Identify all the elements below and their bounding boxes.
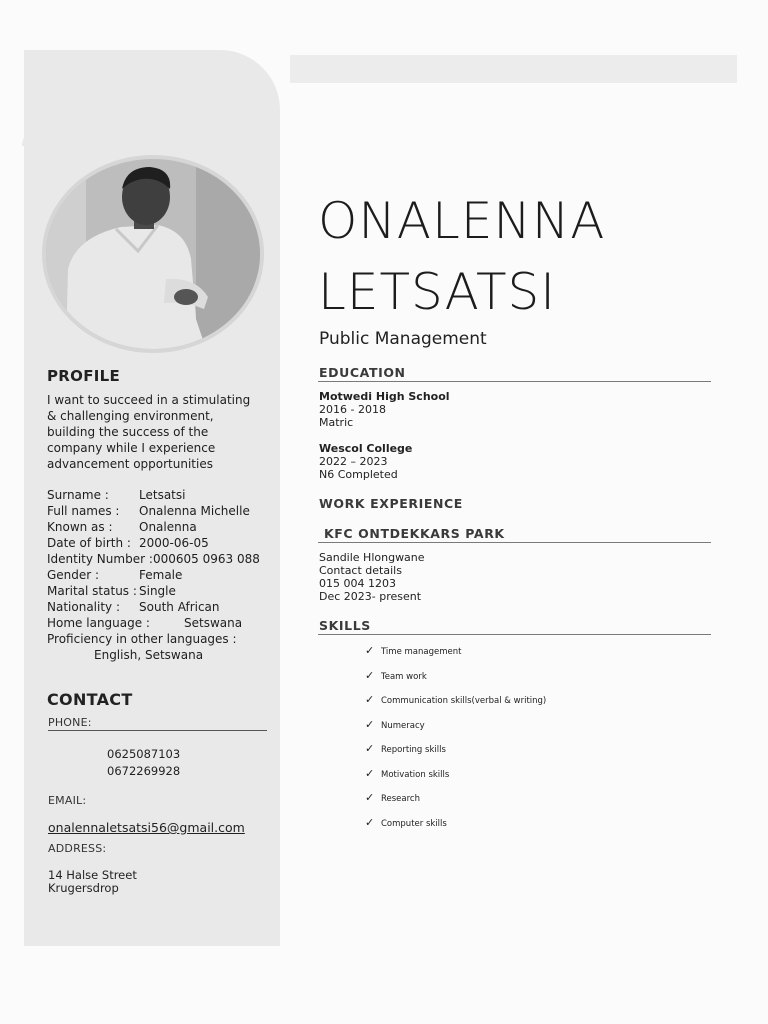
nationality-value: South African xyxy=(139,600,220,614)
name-first: ONALENNA xyxy=(318,192,606,250)
profile-heading: PROFILE xyxy=(47,367,121,385)
address-line-1: 14 Halse Street xyxy=(48,868,137,882)
check-icon: ✓ xyxy=(365,718,375,731)
work-rule xyxy=(318,542,711,543)
address-line-2: Krugersdrop xyxy=(48,881,119,895)
marital-label: Marital status : xyxy=(47,584,137,598)
job-field-subtitle: Public Management xyxy=(319,329,487,349)
dob-value: 2000-06-05 xyxy=(139,536,209,550)
fullnames-value: Onalenna Michelle xyxy=(139,504,250,518)
work-heading: WORK EXPERIENCE xyxy=(319,496,463,511)
person-photo-image xyxy=(46,159,260,349)
fullnames-label: Full names : xyxy=(47,504,120,518)
education-heading: EDUCATION xyxy=(319,365,406,380)
skill-item: ✓ Time management xyxy=(365,644,462,657)
profile-photo xyxy=(46,159,260,349)
check-icon: ✓ xyxy=(365,767,375,780)
other-languages-value: English, Setswana xyxy=(94,648,204,662)
education-rule xyxy=(318,381,711,382)
work-line-3: 015 004 1203 xyxy=(319,577,396,590)
work-employer: KFC ONTDEKKARS PARK xyxy=(324,526,505,541)
phone-number-1: 0625087103 xyxy=(107,747,181,761)
education-years-1: 2016 - 2018 xyxy=(319,403,386,416)
skill-item: ✓ Communication skills(verbal & writing) xyxy=(365,693,547,706)
skill-item: ✓ Computer skills xyxy=(365,816,447,829)
education-result-2: N6 Completed xyxy=(319,468,398,481)
skill-item: ✓ Team work xyxy=(365,669,427,682)
email-label: EMAIL: xyxy=(48,794,87,807)
skill-item: ✓ Numeracy xyxy=(365,718,425,731)
work-line-4: Dec 2023- present xyxy=(319,590,422,603)
check-icon: ✓ xyxy=(365,791,375,804)
skill-item: ✓ Reporting skills xyxy=(365,742,446,755)
id-number-value: 000605 0963 088 xyxy=(153,552,260,566)
gender-value: Female xyxy=(139,568,183,582)
surname-label: Surname : xyxy=(47,488,109,502)
work-line-1: Sandile Hlongwane xyxy=(319,551,425,564)
address-label: ADDRESS: xyxy=(48,842,107,855)
phone-label: PHONE: xyxy=(48,716,92,729)
marital-value: Single xyxy=(139,584,176,598)
contact-heading: CONTACT xyxy=(47,690,133,709)
check-icon: ✓ xyxy=(365,644,375,657)
work-line-2: Contact details xyxy=(319,564,402,577)
skill-item: ✓ Research xyxy=(365,791,420,804)
dob-label: Date of birth : xyxy=(47,536,131,550)
check-icon: ✓ xyxy=(365,816,375,829)
other-languages-label: Proficiency in other languages : xyxy=(47,632,237,646)
phone-number-2: 0672269928 xyxy=(107,764,181,778)
check-icon: ✓ xyxy=(365,742,375,755)
home-language-value: Setswana xyxy=(184,616,243,630)
knownas-label: Known as : xyxy=(47,520,113,534)
header-band xyxy=(290,55,737,83)
check-icon: ✓ xyxy=(365,693,375,706)
contact-divider xyxy=(48,730,267,731)
skill-item: ✓ Motivation skills xyxy=(365,767,450,780)
skills-rule xyxy=(318,634,711,635)
knownas-value: Onalenna xyxy=(139,520,197,534)
check-icon: ✓ xyxy=(365,669,375,682)
id-number-label: Identity Number : xyxy=(47,552,153,566)
email-link[interactable]: onalennaletsatsi56@gmail.com xyxy=(48,820,245,835)
surname-value: Letsatsi xyxy=(139,488,186,502)
skills-heading: SKILLS xyxy=(319,618,371,633)
home-language-label: Home language : xyxy=(47,616,150,630)
name-last: LETSATSI xyxy=(318,263,557,321)
nationality-label: Nationality : xyxy=(47,600,121,614)
profile-summary: I want to succeed in a stimulating & challenging environment, building the success of the company while I experience advancement opportunities xyxy=(47,393,251,471)
gender-label: Gender : xyxy=(47,568,100,582)
education-school-2: Wescol College xyxy=(319,442,413,455)
education-result-1: Matric xyxy=(319,416,354,429)
education-school-1: Motwedi High School xyxy=(319,390,450,403)
education-years-2: 2022 – 2023 xyxy=(319,455,388,468)
